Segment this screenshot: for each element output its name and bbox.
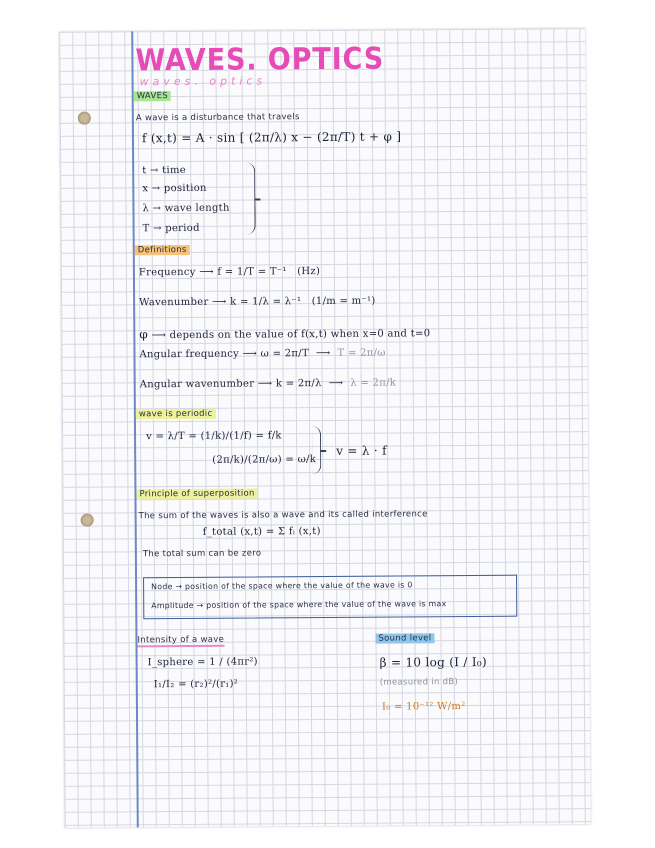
section-sound-level: Sound level (375, 633, 434, 643)
section-intensity: Intensity of a wave (137, 634, 225, 646)
margin-line (131, 31, 139, 827)
page-title: WAVES. OPTICS (135, 41, 385, 79)
velocity-result: v = λ · f (336, 443, 387, 458)
velocity-line-2: (2π/k)/(2π/ω) = ω/k (212, 454, 317, 466)
variable-row: T → period (142, 222, 200, 235)
variable-row: x → position (142, 182, 207, 195)
variable-row: λ → wave length (142, 202, 230, 215)
wavenumber-line: Wavenumber ⟶ k = 1/λ = λ⁻¹ (1/m = m⁻¹) (139, 295, 376, 309)
section-velocity: wave is periodic (136, 409, 216, 420)
sound-reference: I₀ = 10⁻¹² W/m² (381, 701, 466, 713)
superposition-formula: f_total (x,t) = Σ fᵢ (x,t) (202, 526, 321, 538)
phi-line: φ ⟶ depends on the value of f(x,t) when x=0 and t=0 (139, 327, 431, 342)
frequency-line: Frequency ⟶ f = 1/T = T⁻¹ (Hz) (138, 266, 321, 279)
angular-wavenumber-line: Angular wavenumber ⟶ k = 2π/λ ⟶ λ = 2π/k (139, 377, 397, 391)
section-superposition: Principle of superposition (136, 488, 257, 499)
node-definition: Node → position of the space where the value of the wave is 0 (151, 580, 413, 592)
section-waves: WAVES (134, 91, 171, 101)
punch-hole-top (78, 112, 91, 125)
notebook-page (59, 28, 591, 828)
variable-row: t → time (142, 164, 187, 177)
wave-definition: A wave is a disturbance that travels (135, 112, 300, 124)
page-subtitle: waves. optics (139, 74, 267, 89)
intensity-ratio: I₁/I₂ = (r₂)²/(r₁)² (153, 678, 239, 691)
angular-frequency-line: Angular frequency ⟶ ω = 2π/T ⟶ T = 2π/ω (139, 347, 386, 361)
intensity-formula: I_sphere = 1 / (4πr²) (147, 656, 258, 669)
variables-brace (246, 162, 256, 234)
sound-formula: β = 10 log (I / I₀) (379, 654, 487, 670)
superposition-note: The total sum can be zero (142, 548, 262, 560)
amplitude-definition: Amplitude → position of the space where the value of the wave is max (151, 599, 447, 611)
sound-unit: (measured in dB) (379, 677, 459, 688)
section-definitions: Definitions (135, 245, 190, 255)
wave-function: f (x,t) = A · sin [ (2π/λ) x − (2π/T) t + φ ] (141, 129, 402, 146)
superposition-text: The sum of the waves is also a wave and its called interference (138, 509, 428, 522)
velocity-brace (312, 426, 321, 474)
velocity-line-1: v = λ/T = (1/k)/(1/f) = f/k (146, 430, 282, 443)
punch-hole-bottom (81, 514, 94, 527)
